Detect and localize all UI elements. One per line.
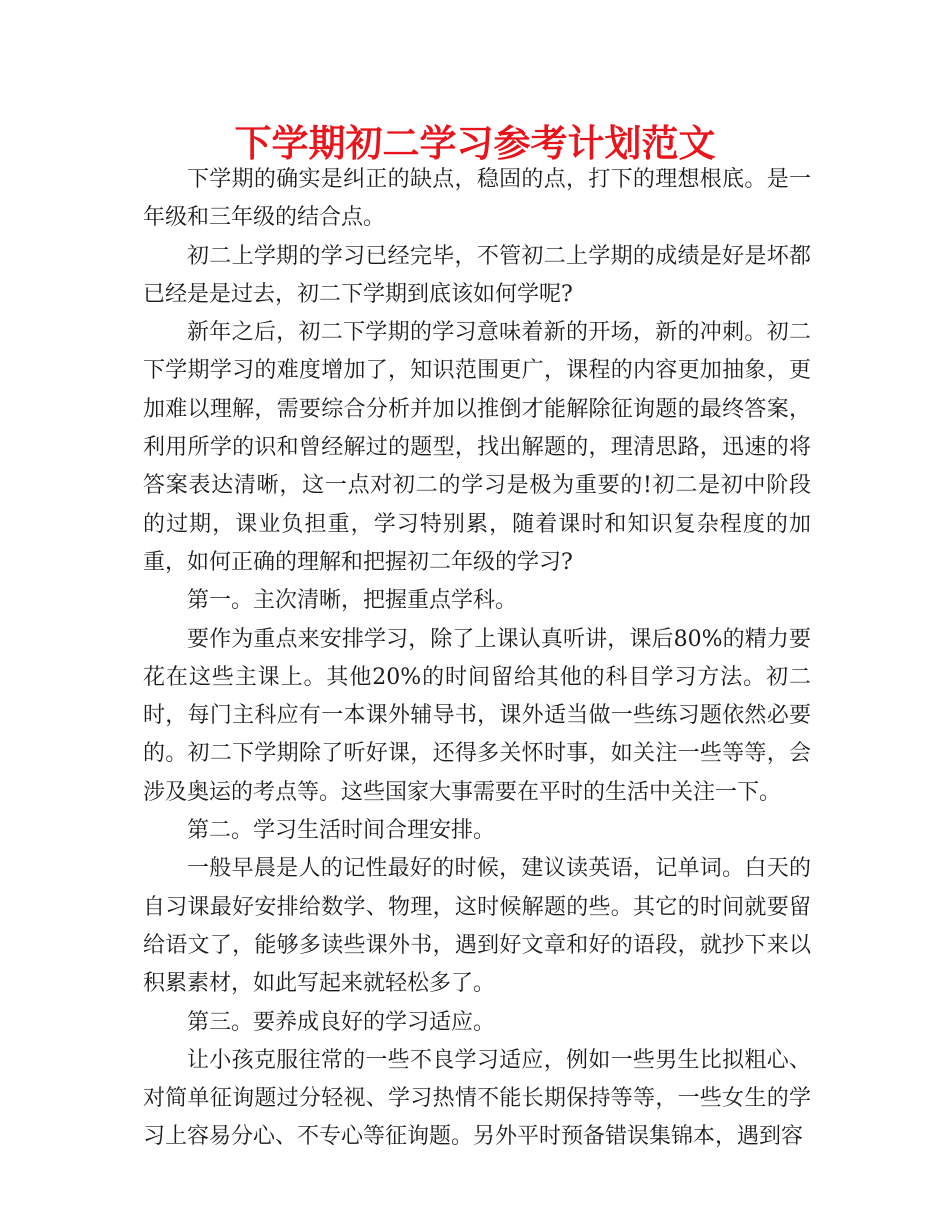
document-body <box>143 161 811 1157</box>
section-heading: 第一。主次清晰，把握重点学科。 <box>187 588 518 614</box>
paragraph: 一般早晨是人的记性最好的时候，建议读英语，记单词。白天的自习课最好安排给数学、物理，这时候解题的些。其它的时间就要留给语文了，能够多读些课外书，遇到好文章和好的语段，就抄下来以积累素材，如此写起来就轻松多了。 <box>143 856 811 997</box>
paragraph: 让小孩克服往常的一些不良学习适应，例如一些男生比拟粗心、对简单征询题过分轻视、学习热情不能长期保持等等，一些女生的学习上容易分心、不专心等征询题。另外平时预备错误集锦本，遇到容 <box>143 1047 811 1150</box>
paragraph: 要作为重点来安排学习，除了上课认真听讲，课后80%的精力要花在这些主课上。其他20%的时间留给其他的科目学习方法。初二时，每门主科应有一本课外辅导书，课外适当做一些练习题依然必要的。初二下学期除了听好课，还得多关怀时事，如关注一些等等，会涉及奥运的考点等。这些国家大事需要在平时的生活中关注一下。 <box>143 626 811 805</box>
document-title: 下学期初二学习参考计划范文 <box>234 122 716 165</box>
paragraph: 新年之后，初二下学期的学习意味着新的开场，新的冲刺。初二下学期学习的难度增加了，知识范围更广，课程的内容更加抽象，更加难以理解，需要综合分析并加以推倒才能解除征询题的最终答案，利用所学的识和曾经解过的题型，找出解题的，理清思路，迅速的将答案表达清晰，这一点对初二的学习是极为重要的!初二是初中阶段的过期，课业负担重，学习特别累，随着课时和知识复杂程度的加重，如何正确的理解和把握初二年级的学习? <box>143 320 811 575</box>
paragraph: 初二上学期的学习已经完毕，不管初二上学期的成绩是好是坏都已经是是过去，初二下学期到底该如何学呢? <box>143 243 811 307</box>
paragraph: 下学期的确实是纠正的缺点，稳固的点，打下的理想根底。是一年级和三年级的结合点。 <box>143 167 811 231</box>
section-heading: 第二。学习生活时间合理安排。 <box>187 818 496 844</box>
section-heading: 第三。要养成良好的学习适应。 <box>187 1009 496 1035</box>
